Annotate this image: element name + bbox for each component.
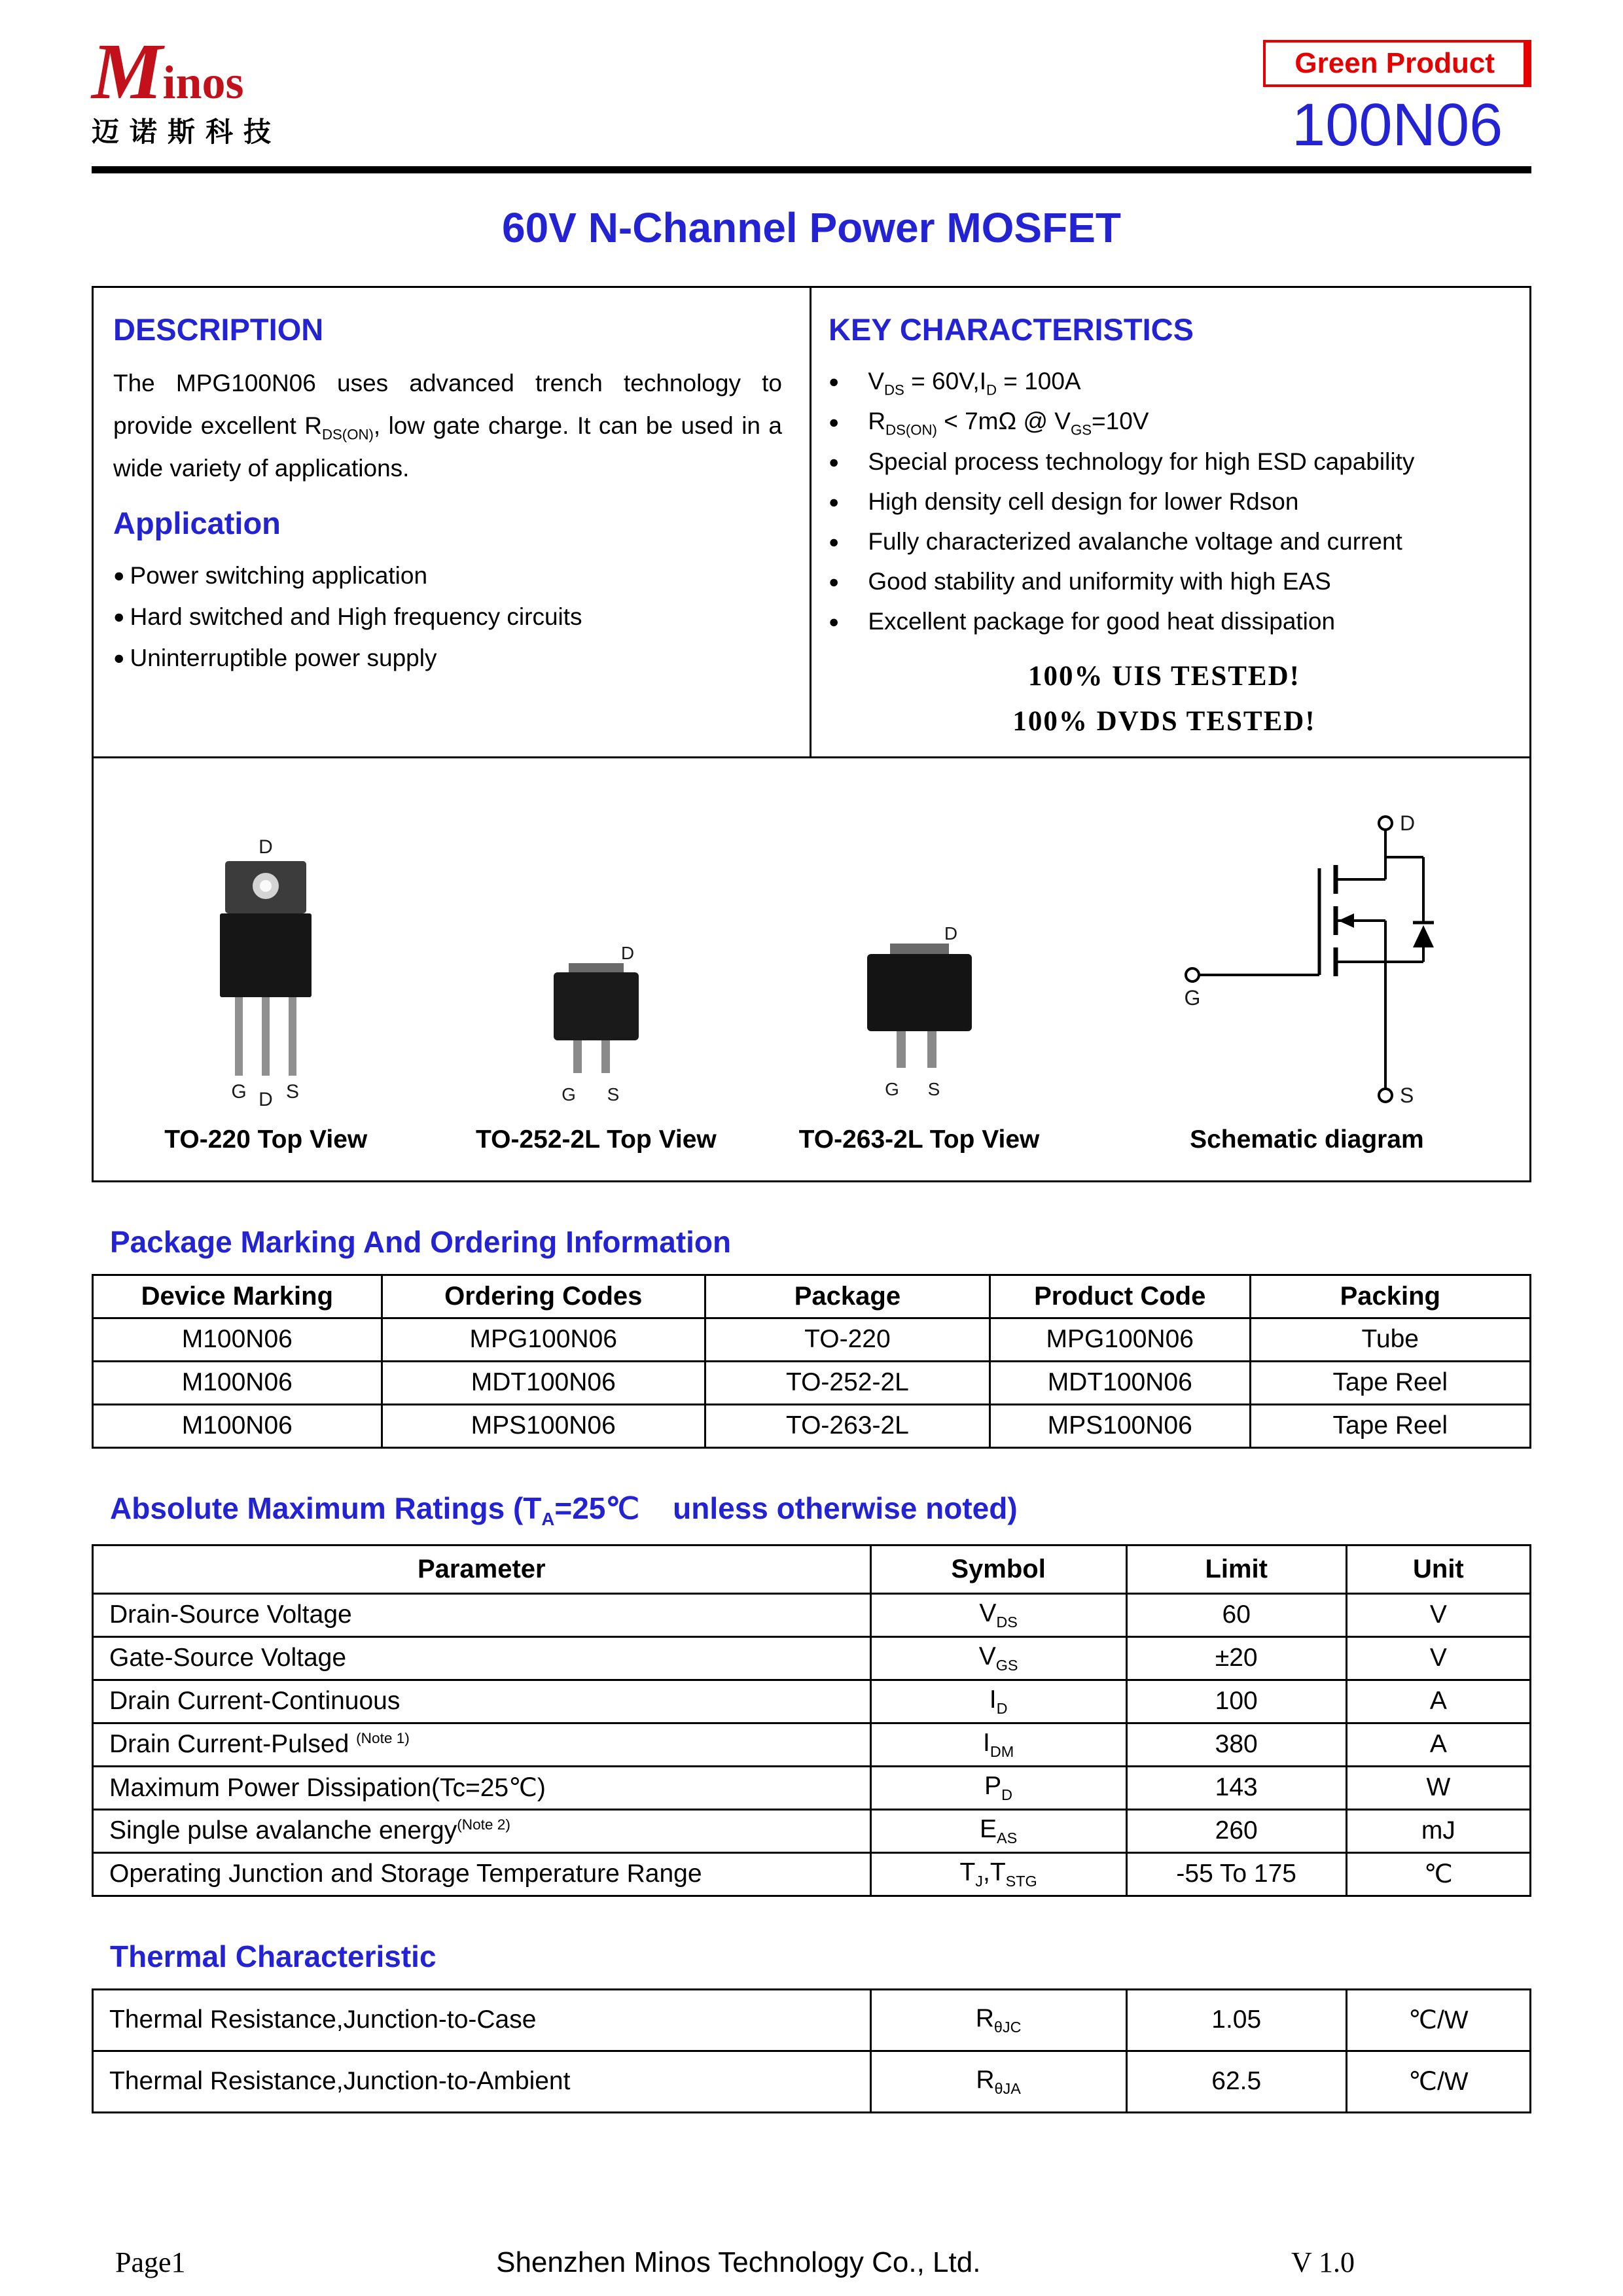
abs-max-table xyxy=(92,1544,1531,1897)
to252-package-icon xyxy=(518,944,675,1114)
parameter-cell: Operating Junction and Storage Temperature Range xyxy=(93,1852,871,1896)
table-row xyxy=(93,1593,1531,1636)
column-header: Package xyxy=(705,1275,990,1318)
bullet-icon: ● xyxy=(113,647,125,669)
table-row xyxy=(93,1766,1531,1809)
schematic-caption: Schematic diagram xyxy=(1190,1125,1424,1154)
key-characteristic-item xyxy=(829,482,1500,522)
footer-version: V 1.0 xyxy=(1291,2246,1355,2278)
table-row xyxy=(93,2051,1531,2112)
limit-cell: -55 To 175 xyxy=(1126,1852,1346,1896)
bullet-icon: ● xyxy=(829,412,840,432)
column-header: Parameter xyxy=(93,1545,871,1593)
table-cell: TO-263-2L xyxy=(705,1404,990,1447)
table-cell: MDT100N06 xyxy=(382,1361,705,1404)
key-characteristic-label: $V_{DS} = 60V,I_D = 100A$ xyxy=(868,367,1081,398)
unit-cell: W xyxy=(1346,1766,1530,1809)
table-cell: Tube xyxy=(1250,1318,1530,1361)
application-item-label: Power switching application xyxy=(130,562,428,590)
table-row xyxy=(93,1723,1531,1766)
logo-chinese-name: 迈诺斯科技 xyxy=(92,116,282,147)
limit-cell: 380 xyxy=(1126,1723,1346,1766)
key-characteristic-item xyxy=(829,442,1500,482)
limit-cell: 1.05 xyxy=(1126,1989,1346,2051)
unit-cell: mJ xyxy=(1346,1809,1530,1852)
to252-pin-label-s: S xyxy=(607,1084,620,1104)
abs-max-heading: Absolute Maximum Ratings ($T_A=25℃$ unless otherwise noted) xyxy=(110,1491,1018,1529)
key-characteristic-item xyxy=(829,562,1500,602)
logo-text: inos xyxy=(162,56,244,109)
table-header-row xyxy=(93,1275,1531,1318)
symbol-cell: $E_{AS}$ xyxy=(870,1809,1126,1852)
column-header: Limit xyxy=(1126,1545,1346,1593)
bullet-icon: ● xyxy=(829,572,840,592)
parameter-cell: Drain-Source Voltage xyxy=(93,1593,871,1636)
application-heading: Application xyxy=(113,506,281,541)
key-characteristic-item xyxy=(829,522,1500,562)
key-characteristic-label: Good stability and uniformity with high EAS xyxy=(868,568,1331,595)
table-cell: MDT100N06 xyxy=(990,1361,1250,1404)
footer-page-number: Page1 xyxy=(115,2246,186,2278)
footer xyxy=(92,2246,1531,2279)
mosfet-schematic-icon xyxy=(1166,806,1448,1114)
limit-cell: 100 xyxy=(1126,1680,1346,1723)
bullet-icon: ● xyxy=(829,372,840,392)
table-cell: MPS100N06 xyxy=(990,1404,1250,1447)
to220-package-icon xyxy=(168,832,364,1114)
key-characteristic-label: Fully characterized avalanche voltage and current xyxy=(868,528,1402,556)
to263-pin-label-g: G xyxy=(884,1078,899,1099)
logo-m: M xyxy=(92,27,163,116)
parameter-cell: Gate-Source Voltage xyxy=(93,1636,871,1680)
dvds-tested-line: 100% DVDS TESTED! xyxy=(1012,705,1316,737)
table-row xyxy=(93,1989,1531,2051)
to263-top-pin-label: D xyxy=(944,923,957,944)
table-cell: TO-220 xyxy=(705,1318,990,1361)
table-header-row xyxy=(93,1545,1531,1593)
table-cell: Tape Reel xyxy=(1250,1404,1530,1447)
to220-top-pin-label: D xyxy=(259,836,274,858)
symbol-cell: $I_{DM}$ xyxy=(870,1723,1126,1766)
application-item-label: Hard switched and High frequency circuits xyxy=(130,603,582,631)
table-cell: MPG100N06 xyxy=(382,1318,705,1361)
package-caption: TO-252-2L Top View xyxy=(476,1125,717,1154)
to252-pin-label-g: G xyxy=(561,1084,576,1104)
table-row xyxy=(93,1680,1531,1723)
key-characteristics-heading: KEY CHARACTERISTICS xyxy=(829,311,1194,347)
application-item xyxy=(113,638,782,679)
limit-cell: 143 xyxy=(1126,1766,1346,1809)
column-header: Device Marking xyxy=(93,1275,382,1318)
unit-cell: V xyxy=(1346,1593,1530,1636)
part-number: 100N06 xyxy=(1292,92,1503,158)
brand-logo xyxy=(92,27,282,150)
package-figure-to252 xyxy=(438,944,755,1154)
uis-tested-line: 100% UIS TESTED! xyxy=(1028,660,1300,692)
ordering-table xyxy=(92,1274,1531,1449)
to220-pin-label-g: G xyxy=(231,1080,247,1103)
table-row xyxy=(93,1404,1531,1447)
unit-cell: ℃/W xyxy=(1346,2051,1530,2112)
schematic-drain-label: D xyxy=(1399,811,1415,835)
ordering-heading: Package Marking And Ordering Information xyxy=(110,1224,732,1259)
description-text: The MPG100N06 uses advanced trench technology to provide excellent $R_{DS(ON)}$, low gate charge. It can be used in a wide variety of applications. xyxy=(113,369,782,482)
unit-cell: V xyxy=(1346,1636,1530,1680)
header-right xyxy=(1263,40,1531,157)
application-item-label: Uninterruptible power supply xyxy=(130,645,437,672)
footer-company: Shenzhen Minos Technology Co., Ltd. xyxy=(496,2246,981,2278)
symbol-cell: $P_D$ xyxy=(870,1766,1126,1809)
key-characteristic-item xyxy=(829,602,1500,642)
parameter-cell: Single pulse avalanche energy$^{(Note 2)}$ xyxy=(93,1809,871,1852)
table-row xyxy=(93,1852,1531,1896)
symbol-cell: $R_{\theta JA}$ xyxy=(870,2051,1126,2112)
package-caption: TO-220 Top View xyxy=(164,1125,368,1154)
package-figure-to220 xyxy=(94,832,438,1154)
column-header: Ordering Codes xyxy=(382,1275,705,1318)
to220-pin-label-d: D xyxy=(259,1088,274,1110)
parameter-cell: Drain Current-Continuous xyxy=(93,1680,871,1723)
package-caption: TO-263-2L Top View xyxy=(798,1125,1040,1154)
symbol-cell: $V_{GS}$ xyxy=(870,1636,1126,1680)
application-item xyxy=(113,556,782,597)
column-header: Unit xyxy=(1346,1545,1530,1593)
table-cell: M100N06 xyxy=(93,1404,382,1447)
package-figure-to263 xyxy=(754,924,1084,1154)
symbol-cell: $V_{DS}$ xyxy=(870,1593,1126,1636)
bullet-icon: ● xyxy=(829,612,840,632)
bullet-icon: ● xyxy=(113,606,125,627)
unit-cell: A xyxy=(1346,1723,1530,1766)
unit-cell: ℃/W xyxy=(1346,1989,1530,2051)
table-row xyxy=(93,1361,1531,1404)
key-characteristic-item xyxy=(829,402,1500,442)
description-column xyxy=(94,288,812,756)
header-divider xyxy=(92,166,1531,173)
thermal-table xyxy=(92,1988,1531,2113)
description-heading: DESCRIPTION xyxy=(113,311,324,347)
column-header: Packing xyxy=(1250,1275,1530,1318)
parameter-cell: Maximum Power Dissipation(Tc=25℃) xyxy=(93,1766,871,1809)
symbol-cell: $R_{\theta JC}$ xyxy=(870,1989,1126,2051)
key-characteristics-column xyxy=(812,288,1529,756)
table-cell: MPG100N06 xyxy=(990,1318,1250,1361)
schematic-figure xyxy=(1084,806,1529,1154)
bullet-icon: ● xyxy=(829,492,840,512)
to263-pin-label-s: S xyxy=(927,1078,940,1099)
key-characteristic-item xyxy=(829,362,1500,402)
table-row xyxy=(93,1636,1531,1680)
table-row xyxy=(93,1809,1531,1852)
key-characteristic-label: $R_{DS(ON)} < 7m\Omega$ @ $V_{GS}=10V$ xyxy=(868,408,1149,438)
to263-package-icon xyxy=(834,924,1005,1114)
bullet-icon: ● xyxy=(829,532,840,552)
limit-cell: 62.5 xyxy=(1126,2051,1346,2112)
logo-wordmark xyxy=(92,27,281,116)
table-cell: M100N06 xyxy=(93,1361,382,1404)
application-item xyxy=(113,597,782,638)
limit-cell: ±20 xyxy=(1126,1636,1346,1680)
parameter-cell: Thermal Resistance,Junction-to-Ambient xyxy=(93,2051,871,2112)
schematic-source-label: S xyxy=(1399,1083,1414,1107)
column-header: Symbol xyxy=(870,1545,1126,1593)
table-cell: TO-252-2L xyxy=(705,1361,990,1404)
to220-pin-label-s: S xyxy=(286,1080,300,1103)
green-product-badge: Green Product xyxy=(1263,40,1531,87)
spec-columns xyxy=(94,288,1529,756)
page-title: 60V N-Channel Power MOSFET xyxy=(502,203,1121,251)
table-cell: M100N06 xyxy=(93,1318,382,1361)
schematic-gate-label: G xyxy=(1184,985,1201,1010)
thermal-heading: Thermal Characteristic xyxy=(110,1939,437,1973)
column-header: Product Code xyxy=(990,1275,1250,1318)
bullet-icon: ● xyxy=(829,452,840,472)
key-characteristic-label: High density cell design for lower Rdson xyxy=(868,488,1299,516)
application-list xyxy=(113,556,782,679)
key-characteristic-label: Special process technology for high ESD capability xyxy=(868,448,1415,476)
parameter-cell: Drain Current-Pulsed $^{(Note 1)}$ xyxy=(93,1723,871,1766)
key-characteristic-label: Excellent package for good heat dissipation xyxy=(868,608,1336,635)
key-characteristics-list xyxy=(829,362,1500,642)
symbol-cell: $T_J,T_{STG}$ xyxy=(870,1852,1126,1896)
spec-box xyxy=(92,286,1531,1182)
table-row xyxy=(93,1318,1531,1361)
symbol-cell: $I_D$ xyxy=(870,1680,1126,1723)
package-section xyxy=(94,756,1529,1180)
table-cell: MPS100N06 xyxy=(382,1404,705,1447)
to252-top-pin-label: D xyxy=(620,943,634,963)
unit-cell: ℃ xyxy=(1346,1852,1530,1896)
limit-cell: 260 xyxy=(1126,1809,1346,1852)
table-cell: Tape Reel xyxy=(1250,1361,1530,1404)
header xyxy=(92,27,1531,158)
bullet-icon: ● xyxy=(113,565,125,587)
parameter-cell: Thermal Resistance,Junction-to-Case xyxy=(93,1989,871,2051)
limit-cell: 60 xyxy=(1126,1593,1346,1636)
unit-cell: A xyxy=(1346,1680,1530,1723)
